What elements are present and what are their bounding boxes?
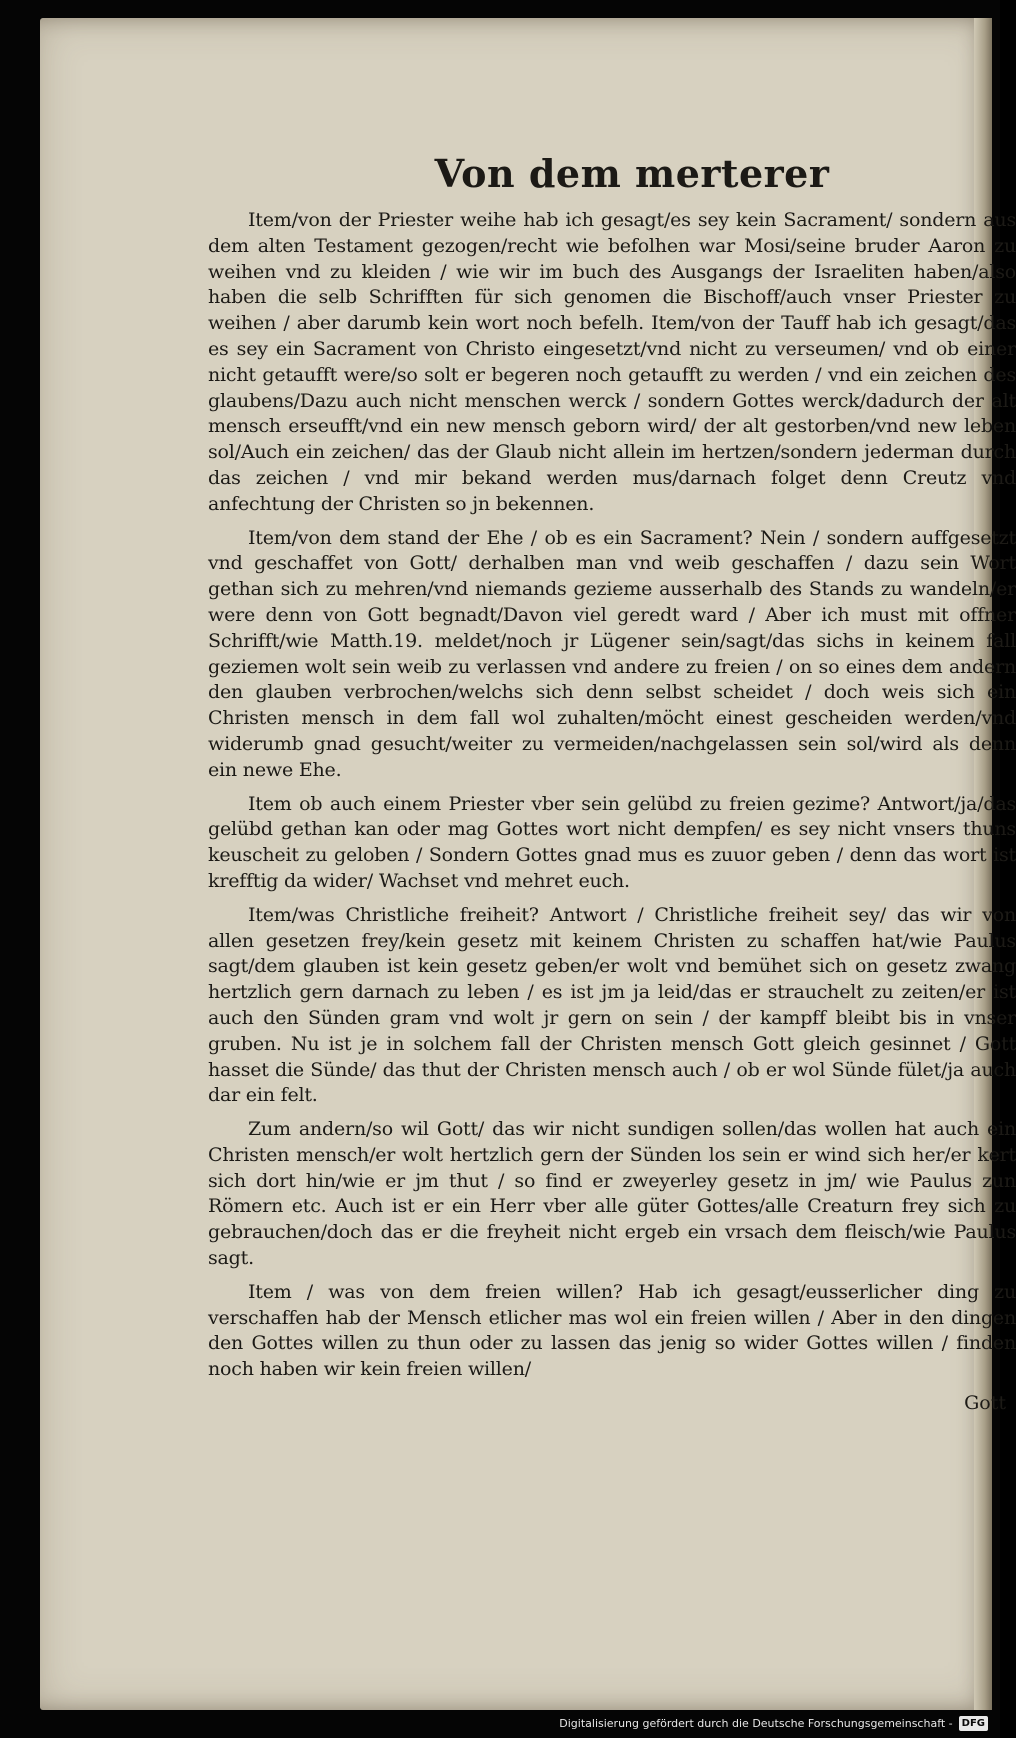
book-page <box>40 18 1016 1710</box>
paragraph-marriage: Item/von dem stand der Ehe / ob es ein Sacrament? Nein / sondern auffgesetzt vnd geschaffet von Gott/ derhalben man vnd weib geschaffen / dazu sein Wort gethan sich zu mehren/vnd niemands gezieme ausserhalb des Stands zu wandeln/er were denn von Gott begnadt/Davon viel geredt ward / Aber ich must mit offner Schrifft/wie Matth.19. meldet/noch jr Lügener sein/sagt/das sichs in keinem fall geziemen wolt sein weib zu verlassen vnd andere zu freien / on so eines dem andern den glauben verbrochen/welchs sich denn selbst scheidet / doch weis sich ein Christen mensch in dem fall wol zuhalten/möcht einest gescheiden werden/vnd widerumb gnad gesucht/weiter zu vermeiden/nachgelassen sein sol/wird als denn ein newe Ehe. <box>208 526 1016 781</box>
dfg-logo-icon: DFG <box>959 1716 988 1731</box>
paragraph-second-point: Zum andern/so wil Gott/ das wir nicht sundigen sollen/das wollen hat auch ein Christen mensch/er wolt hertzlich gern der Sünden los sein er wind sich her/er kert sich dort hin/wie er jm thut / so find er zweyerley gesetz in jm/ wie Paulus zun Römern etc. Auch ist er ein Herr vber alle güter Gottes/alle Creaturn frey sich zu gebrauchen/doch das er die freyheit nicht ergeb ein vrsach dem fleisch/wie Paulus sagt. <box>208 1118 1016 1270</box>
digitization-credit: Digitalisierung gefördert durch die Deutsche Forschungsgemeinschaft - <box>559 1716 953 1730</box>
paragraph-free-will: Item / was von dem freien willen? Hab ich gesagt/eusserlicher ding zu verschaffen hab der Mensch etlicher mas wol ein freien willen / Aber in den dingen den Gottes willen zu thun oder zu lassen das jenig so wider Gottes willen / finden noch haben wir kein freien willen/ <box>208 1280 1016 1381</box>
text-block <box>208 146 1016 1417</box>
paragraph-priest-ordination: Item/von der Priester weihe hab ich gesagt/es sey kein Sacrament/ sondern aus dem alten Testament gezogen/recht wie befolhen war Mosi/seine bruder Aaron zu weihen vnd zu kleiden / wie wir im buch des Ausgangs der Israeliten haben/also haben die selb Schrifften für sich genomen die Bischoff/auch vnser Priester zu weihen / aber darumb kein wort noch befelh. Item/von der Tauff hab ich gesagt/das es sey ein Sacrament von Christo eingesetzt/vnd nicht zu verseumen/ vnd ob einer nicht getaufft were/so solt er begeren noch getaufft zu werden / vnd ein zeichen des glaubens/Dazu auch nicht menschen werck / sondern Gottes werck/dadurch der alt mensch erseufft/vnd ein new mensch geborn wird/ der alt gestorben/vnd new leben sol/Auch ein zeichen/ das der Glaub nicht allein im hertzen/sondern jederman durch das zeichen / vnd mir bekand werden mus/darnach folget denn Creutz vnd anfechtung der Christen so jn bekennen. <box>208 209 1016 515</box>
paragraph-priest-vow: Item ob auch einem Priester vber sein gelübd zu freien gezime? Antwort/ja/das gelübd gethan kan oder mag Gottes wort nicht dempfen/ es sey nicht vnsers thuns keuscheit zu geloben / Sondern Gottes gnad mus es zuuor geben / denn das wort ist krefftig da wider/ Wachset vnd mehret euch. <box>208 792 1016 892</box>
catchword: Gott <box>964 1392 1006 1415</box>
page-heading: Von dem merterer <box>434 151 830 196</box>
digitization-footer <box>559 1713 988 1733</box>
paragraph-christian-freedom: Item/was Christliche freiheit? Antwort / Christliche freiheit sey/ das wir von allen gesetzen frey/kein gesetz mit keinem Christen zu schaffen hat/wie Paulus sagt/dem glauben ist kein gesetz geben/er wolt vnd bemühet sich on gesetz zwang hertzlich gern darnach zu leben / es ist jm ja leid/das er strauchelt zu zeiten/er ist auch den Sünden gram vnd wolt jr gern on sein / der kampff bleibt bis in vnser gruben. Nu ist je in solchem fall der Christen mensch Gott gleich gesinnet / Gott hasset die Sünde/ das thut der Christen mensch auch / ob er wol Sünde fület/ja auch dar ein felt. <box>208 903 1016 1107</box>
